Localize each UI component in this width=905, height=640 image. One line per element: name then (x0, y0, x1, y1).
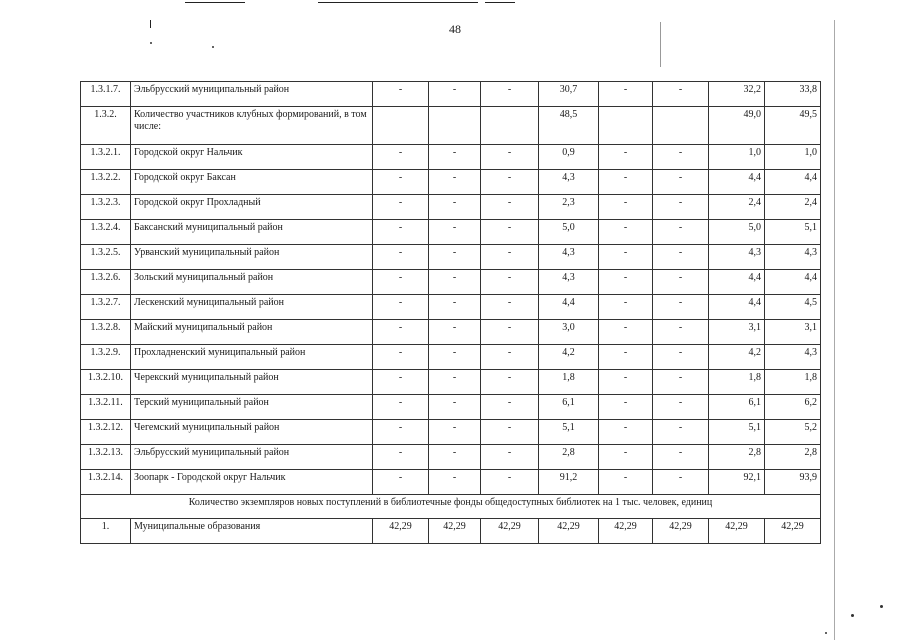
scan-artifact-dot (825, 632, 827, 634)
row-value-c1: - (373, 395, 429, 420)
row-code: 1.3.2.5. (81, 245, 131, 270)
row-value-c5: - (599, 220, 653, 245)
row-value-c6: - (653, 445, 709, 470)
row-value-c6: - (653, 370, 709, 395)
row-value-c2: - (429, 270, 481, 295)
row-code: 1.3.2.6. (81, 270, 131, 295)
row-value-c2 (429, 107, 481, 145)
page-number: 48 (449, 22, 461, 36)
row-code: 1.3.2.4. (81, 220, 131, 245)
row-value-c1 (373, 107, 429, 145)
row-value-c2: - (429, 220, 481, 245)
row-code: 1.3.2.10. (81, 370, 131, 395)
row-value-c4: 6,1 (539, 395, 599, 420)
row-name: Урванский муниципальный район (131, 245, 373, 270)
row-value-c5: - (599, 270, 653, 295)
scan-artifact-mark (660, 22, 661, 67)
row-value-c6: - (653, 220, 709, 245)
row-code: 1.3.2.12. (81, 420, 131, 445)
row-value-c5: - (599, 470, 653, 495)
row-value-c8: 49,5 (765, 107, 821, 145)
row-value-c2: - (429, 470, 481, 495)
row-code: 1. (81, 519, 131, 544)
table-body (81, 82, 821, 544)
row-code: 1.3.2.7. (81, 295, 131, 320)
row-value-c8: 33,8 (765, 82, 821, 107)
row-value-c4: 4,4 (539, 295, 599, 320)
row-value-c4: 2,8 (539, 445, 599, 470)
row-value-c4: 30,7 (539, 82, 599, 107)
row-value-c1: - (373, 320, 429, 345)
row-value-c4: 4,3 (539, 170, 599, 195)
row-value-c6: - (653, 170, 709, 195)
table-row (81, 345, 821, 370)
row-value-c2: - (429, 170, 481, 195)
row-value-c3: - (481, 320, 539, 345)
row-value-c2: - (429, 370, 481, 395)
row-code: 1.3.2.2. (81, 170, 131, 195)
row-value-c3: - (481, 145, 539, 170)
row-code: 1.3.2.3. (81, 195, 131, 220)
row-code: 1.3.2.13. (81, 445, 131, 470)
row-value-c1: - (373, 270, 429, 295)
row-value-c7: 4,4 (709, 295, 765, 320)
table-row (81, 107, 821, 145)
row-value-c4: 2,3 (539, 195, 599, 220)
row-value-c3: - (481, 82, 539, 107)
section-heading: Количество экземпляров новых поступлений в библиотечные фонды общедоступных библиотек на 1 тыс. человек, единиц (81, 495, 821, 519)
row-value-c5: - (599, 170, 653, 195)
row-value-c7: 49,0 (709, 107, 765, 145)
row-value-c3: - (481, 445, 539, 470)
row-value-c1: - (373, 82, 429, 107)
scan-artifact-dot (851, 614, 854, 617)
row-value-c1: - (373, 370, 429, 395)
row-value-c8: 5,2 (765, 420, 821, 445)
scan-artifact-dot (212, 46, 214, 48)
row-value-c6: - (653, 420, 709, 445)
row-value-c7: 2,8 (709, 445, 765, 470)
row-value-c5 (599, 107, 653, 145)
row-value-c3: - (481, 245, 539, 270)
row-value-c5: - (599, 345, 653, 370)
table-row (81, 145, 821, 170)
row-value-c2: - (429, 445, 481, 470)
row-value-c5: - (599, 145, 653, 170)
row-value-c5: - (599, 370, 653, 395)
row-value-c2: - (429, 295, 481, 320)
row-value-c7: 42,29 (709, 519, 765, 544)
row-value-c4: 5,1 (539, 420, 599, 445)
scan-artifact-right-edge (834, 20, 835, 640)
row-name: Количество участников клубных формирований, в том числе: (131, 107, 373, 145)
row-value-c4: 5,0 (539, 220, 599, 245)
row-value-c7: 6,1 (709, 395, 765, 420)
row-value-c6: - (653, 145, 709, 170)
row-value-c2: - (429, 395, 481, 420)
row-value-c1: - (373, 170, 429, 195)
row-name: Эльбрусский муниципальный район (131, 445, 373, 470)
row-value-c6: - (653, 320, 709, 345)
row-code: 1.3.1.7. (81, 82, 131, 107)
row-value-c6 (653, 107, 709, 145)
row-value-c7: 1,8 (709, 370, 765, 395)
row-name: Муниципальные образования (131, 519, 373, 544)
scan-artifact-dot (150, 42, 152, 44)
row-value-c6: - (653, 82, 709, 107)
row-name: Лескенский муниципальный район (131, 295, 373, 320)
row-value-c4: 3,0 (539, 320, 599, 345)
row-name: Городской округ Баксан (131, 170, 373, 195)
row-value-c3: - (481, 220, 539, 245)
row-value-c8: 42,29 (765, 519, 821, 544)
row-value-c6: - (653, 345, 709, 370)
row-name: Терский муниципальный район (131, 395, 373, 420)
row-value-c8: 2,4 (765, 195, 821, 220)
statistics-table (80, 81, 821, 544)
table-row (81, 220, 821, 245)
row-value-c5: - (599, 295, 653, 320)
table-row (81, 270, 821, 295)
row-value-c3: - (481, 395, 539, 420)
row-value-c7: 3,1 (709, 320, 765, 345)
table-row (81, 245, 821, 270)
row-value-c4: 48,5 (539, 107, 599, 145)
row-value-c2: - (429, 195, 481, 220)
table-row (81, 295, 821, 320)
row-value-c3: - (481, 195, 539, 220)
row-value-c7: 4,4 (709, 170, 765, 195)
table-row (81, 370, 821, 395)
row-value-c1: - (373, 420, 429, 445)
row-value-c7: 2,4 (709, 195, 765, 220)
scan-artifact-dot (880, 605, 883, 608)
row-value-c7: 5,1 (709, 420, 765, 445)
row-value-c6: 42,29 (653, 519, 709, 544)
row-value-c6: - (653, 245, 709, 270)
row-value-c3: - (481, 270, 539, 295)
row-value-c7: 4,3 (709, 245, 765, 270)
row-value-c2: - (429, 245, 481, 270)
row-code: 1.3.2.1. (81, 145, 131, 170)
row-value-c2: - (429, 420, 481, 445)
row-value-c1: - (373, 220, 429, 245)
table-row (81, 170, 821, 195)
row-value-c3: - (481, 370, 539, 395)
row-name: Зоопарк - Городской округ Нальчик (131, 470, 373, 495)
row-value-c8: 4,4 (765, 170, 821, 195)
row-value-c8: 1,8 (765, 370, 821, 395)
table-row (81, 320, 821, 345)
row-name: Городской округ Прохладный (131, 195, 373, 220)
table-row (81, 445, 821, 470)
table-row (81, 519, 821, 544)
row-name: Городской округ Нальчик (131, 145, 373, 170)
row-value-c8: 3,1 (765, 320, 821, 345)
row-value-c3: - (481, 170, 539, 195)
row-value-c3: 42,29 (481, 519, 539, 544)
row-value-c1: - (373, 345, 429, 370)
row-value-c2: - (429, 82, 481, 107)
scan-artifact-top-line (485, 2, 515, 3)
row-name: Баксанский муниципальный район (131, 220, 373, 245)
row-value-c4: 4,3 (539, 245, 599, 270)
row-value-c1: - (373, 470, 429, 495)
row-value-c4: 91,2 (539, 470, 599, 495)
row-value-c2: - (429, 320, 481, 345)
scan-artifact-mark (150, 20, 151, 28)
row-value-c7: 1,0 (709, 145, 765, 170)
scan-artifact-top-line (185, 2, 245, 3)
row-value-c1: - (373, 445, 429, 470)
table-row (81, 195, 821, 220)
row-name: Прохладненский муниципальный район (131, 345, 373, 370)
row-value-c4: 0,9 (539, 145, 599, 170)
row-value-c6: - (653, 195, 709, 220)
row-name: Майский муниципальный район (131, 320, 373, 345)
row-value-c3: - (481, 470, 539, 495)
row-value-c8: 2,8 (765, 445, 821, 470)
row-name: Эльбрусский муниципальный район (131, 82, 373, 107)
row-value-c5: - (599, 420, 653, 445)
row-value-c7: 4,4 (709, 270, 765, 295)
row-code: 1.3.2.8. (81, 320, 131, 345)
row-value-c3: - (481, 420, 539, 445)
row-value-c7: 92,1 (709, 470, 765, 495)
row-value-c8: 1,0 (765, 145, 821, 170)
row-value-c6: - (653, 295, 709, 320)
row-name: Черекский муниципальный район (131, 370, 373, 395)
row-value-c7: 32,2 (709, 82, 765, 107)
row-value-c4: 1,8 (539, 370, 599, 395)
row-value-c6: - (653, 395, 709, 420)
row-value-c5: - (599, 195, 653, 220)
row-value-c5: - (599, 82, 653, 107)
row-value-c1: - (373, 195, 429, 220)
row-value-c4: 42,29 (539, 519, 599, 544)
row-value-c5: - (599, 445, 653, 470)
row-value-c8: 6,2 (765, 395, 821, 420)
row-value-c1: - (373, 245, 429, 270)
row-code: 1.3.2.14. (81, 470, 131, 495)
row-value-c8: 5,1 (765, 220, 821, 245)
row-value-c5: - (599, 245, 653, 270)
row-value-c2: 42,29 (429, 519, 481, 544)
row-value-c1: - (373, 295, 429, 320)
row-name: Зольский муниципальный район (131, 270, 373, 295)
row-code: 1.3.2. (81, 107, 131, 145)
row-value-c3: - (481, 345, 539, 370)
row-value-c3 (481, 107, 539, 145)
row-value-c8: 93,9 (765, 470, 821, 495)
row-value-c1: 42,29 (373, 519, 429, 544)
row-value-c8: 4,3 (765, 345, 821, 370)
row-value-c4: 4,2 (539, 345, 599, 370)
row-value-c6: - (653, 270, 709, 295)
row-value-c8: 4,4 (765, 270, 821, 295)
row-value-c5: - (599, 395, 653, 420)
scan-artifact-top-line (318, 2, 478, 3)
table-row (81, 470, 821, 495)
table-row (81, 395, 821, 420)
table-row (81, 420, 821, 445)
row-value-c2: - (429, 145, 481, 170)
row-value-c7: 4,2 (709, 345, 765, 370)
row-value-c2: - (429, 345, 481, 370)
row-value-c5: 42,29 (599, 519, 653, 544)
row-value-c8: 4,5 (765, 295, 821, 320)
row-code: 1.3.2.9. (81, 345, 131, 370)
row-value-c5: - (599, 320, 653, 345)
row-name: Чегемский муниципальный район (131, 420, 373, 445)
row-value-c4: 4,3 (539, 270, 599, 295)
table-row (81, 82, 821, 107)
row-value-c3: - (481, 295, 539, 320)
section-heading-row (81, 495, 821, 519)
row-value-c6: - (653, 470, 709, 495)
row-code: 1.3.2.11. (81, 395, 131, 420)
row-value-c1: - (373, 145, 429, 170)
row-value-c7: 5,0 (709, 220, 765, 245)
row-value-c8: 4,3 (765, 245, 821, 270)
